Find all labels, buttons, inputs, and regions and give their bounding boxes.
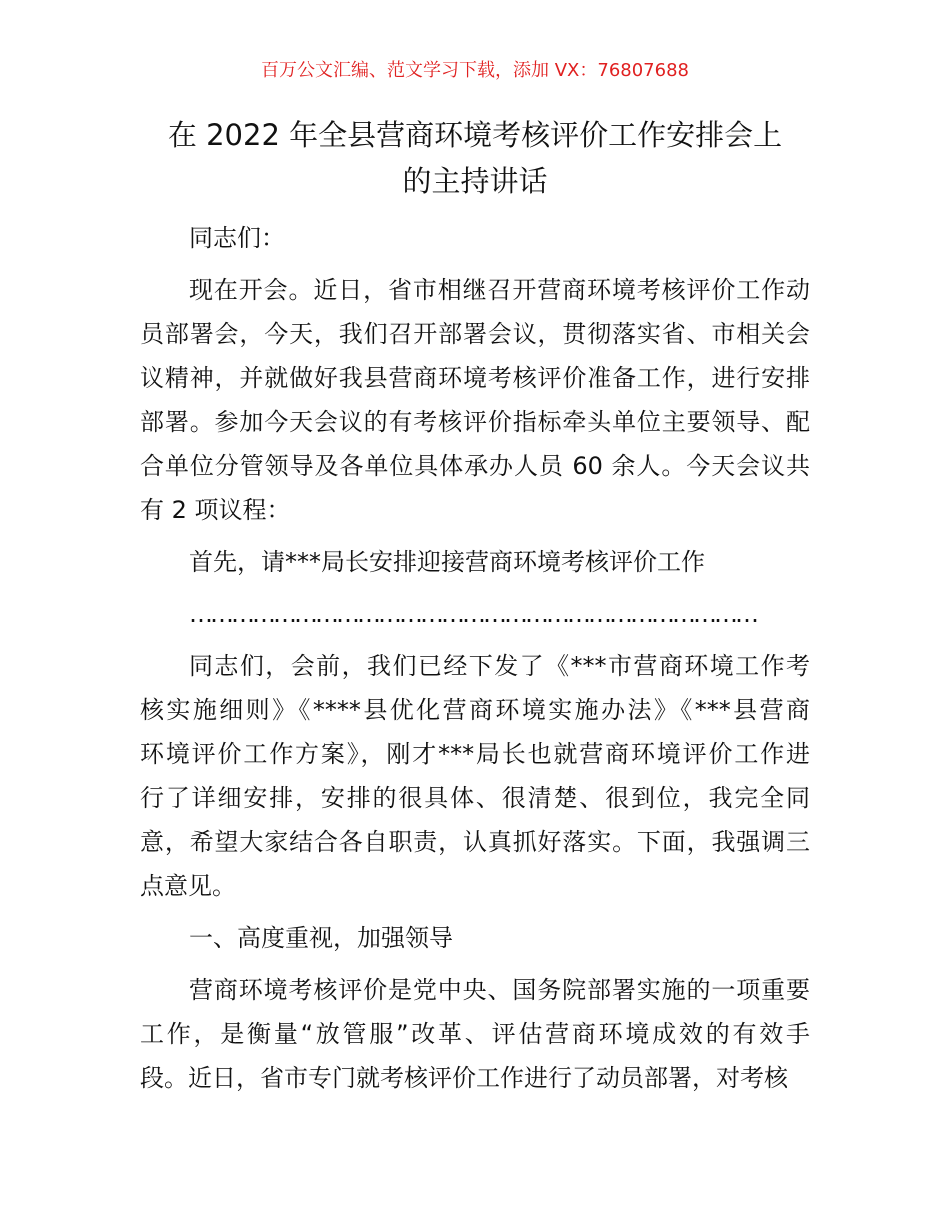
- paragraph-line: 同志们，会前，我们已经下发了《***市营商环境工作考: [189, 652, 810, 680]
- paragraph-line: 段。近日，省市专门就考核评价工作进行了动员部署，对考核: [140, 1064, 788, 1092]
- paragraph-line: 点意见。: [140, 872, 236, 900]
- paragraph: [140, 540, 810, 584]
- paragraph-line: 部署。参加今天会议的有考核评价指标牵头单位主要领导、配: [140, 408, 810, 436]
- paragraph-line: 员部署会，今天，我们召开部署会议，贯彻落实省、市相关会: [140, 320, 810, 348]
- paragraph-line: 合单位分管领导及各单位具体承办人员 60 余人。今天会议共: [140, 452, 810, 480]
- paragraph-line: 有 2 项议程：: [140, 496, 291, 524]
- paragraph: [140, 216, 810, 260]
- watermark-header: 百万公文汇编、范文学习下载，添加 VX：76807688: [261, 60, 689, 81]
- paragraph-line: 核实施细则》《****县优化营商环境实施办法》《***县营商: [140, 696, 810, 724]
- paragraph-line: ………………………………………………………………………: [189, 600, 756, 628]
- paragraph-line: 营商环境考核评价是党中央、国务院部署实施的一项重要: [189, 976, 810, 1004]
- paragraph: [140, 968, 810, 1100]
- paragraph: [140, 268, 810, 532]
- paragraph: [140, 916, 810, 960]
- document-title: [130, 112, 820, 204]
- paragraph-line: 现在开会。近日，省市相继召开营商环境考核评价工作动: [189, 276, 810, 304]
- paragraph-line: 同志们：: [189, 224, 285, 252]
- paragraph-line: 首先，请***局长安排迎接营商环境考核评价工作: [189, 548, 705, 576]
- document-body: [140, 216, 810, 1108]
- paragraph-line: 行了详细安排，安排的很具体、很清楚、很到位，我完全同: [140, 784, 810, 812]
- paragraph-line: 一、高度重视，加强领导: [189, 924, 453, 952]
- paragraph-line: 议精神，并就做好我县营商环境考核评价准备工作，进行安排: [140, 364, 810, 392]
- paragraph: [140, 592, 810, 636]
- paragraph-line: 工作，是衡量“放管服”改革、评估营商环境成效的有效手: [140, 1020, 810, 1048]
- paragraph-line: 意，希望大家结合各自职责，认真抓好落实。下面，我强调三: [140, 828, 810, 856]
- paragraph-line: 环境评价工作方案》，刚才***局长也就营商环境评价工作进: [140, 740, 810, 768]
- title-line: 的主持讲话: [402, 164, 548, 198]
- paragraph: [140, 644, 810, 908]
- title-line: 在 2022 年全县营商环境考核评价工作安排会上: [167, 118, 783, 152]
